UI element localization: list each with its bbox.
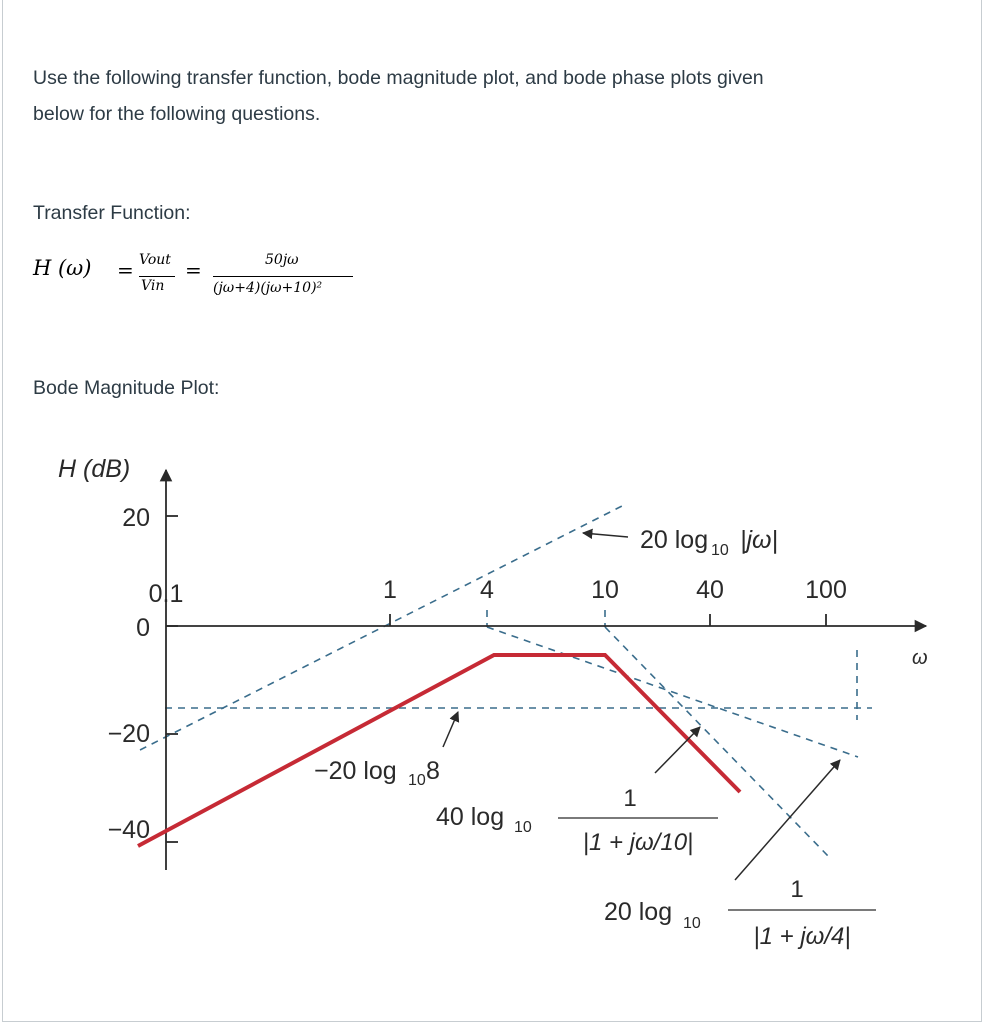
y-tick-label-neg40: −40 — [107, 816, 150, 844]
annotation-pos20-arg: |jω| — [740, 526, 779, 554]
annotation-twenty-num: 1 — [790, 876, 804, 903]
y-tick-label-neg20: −20 — [107, 720, 150, 748]
annotation-twenty-sub: 10 — [683, 915, 701, 932]
annotation-forty-sub: 10 — [514, 819, 532, 836]
annotation-twenty-den: |1 + jω/4| — [753, 923, 851, 950]
annotation-forty-den: |1 + jω/10| — [582, 829, 694, 856]
arrow-neg20log8 — [443, 712, 458, 747]
annotation-pos20 — [640, 526, 778, 559]
annotation-pos20-text: 20 log — [640, 526, 709, 554]
axes — [166, 470, 926, 870]
transfer-function-label: Transfer Function: — [33, 202, 191, 224]
annotation-neg20log8-text: −20 log — [314, 757, 397, 785]
eq-lhs: H (ω) — [33, 256, 92, 280]
eq-vout: Vout — [139, 252, 171, 268]
y-axis-label: H (dB) — [58, 455, 131, 483]
annotation-neg20log8 — [314, 757, 440, 789]
y-tick-label-20: 20 — [122, 504, 150, 532]
annotation-twenty — [604, 876, 876, 950]
guide-lines — [140, 506, 872, 858]
bode-magnitude-label: Bode Magnitude Plot: — [33, 377, 220, 399]
eq-vin: Vin — [141, 278, 165, 294]
x-tick-label-10: 10 — [591, 576, 619, 604]
guide-pole4-line — [487, 627, 858, 757]
intro-line-1: Use the following transfer function, bode magnitude plot, and bode phase plots given — [33, 67, 764, 89]
annotation-neg20log8-arg: 8 — [426, 757, 440, 785]
y-tick-label-0: 0 — [136, 614, 150, 642]
annotation-forty-num: 1 — [623, 785, 637, 812]
eq-equals-2: = — [185, 258, 202, 282]
x-tick-label-40: 40 — [696, 576, 724, 604]
eq-equals-1: = — [117, 258, 134, 282]
x-tick-label-100: 100 — [805, 576, 847, 604]
arrow-forty — [655, 727, 700, 773]
eq-denominator: (jω+4)(jω+10)² — [213, 280, 323, 296]
annotation-twenty-text: 20 log — [604, 898, 673, 926]
guide-pole10-line — [605, 627, 830, 858]
intro-line-2: below for the following questions. — [33, 103, 321, 125]
x-tick-label-4: 4 — [480, 576, 494, 604]
eq-numerator: 50jω — [265, 252, 299, 268]
x-tick-label-0.1: 0.1 — [148, 580, 184, 608]
x-tick-label-1: 1 — [383, 576, 397, 604]
annotation-pos20-sub: 10 — [711, 542, 729, 559]
x-axis-label: ω — [912, 647, 928, 669]
annotation-neg20log8-sub: 10 — [408, 772, 426, 789]
annotation-forty — [436, 785, 718, 856]
arrow-pos20 — [583, 533, 628, 537]
arrow-twenty — [735, 760, 840, 880]
annotation-forty-text: 40 log — [436, 803, 505, 831]
